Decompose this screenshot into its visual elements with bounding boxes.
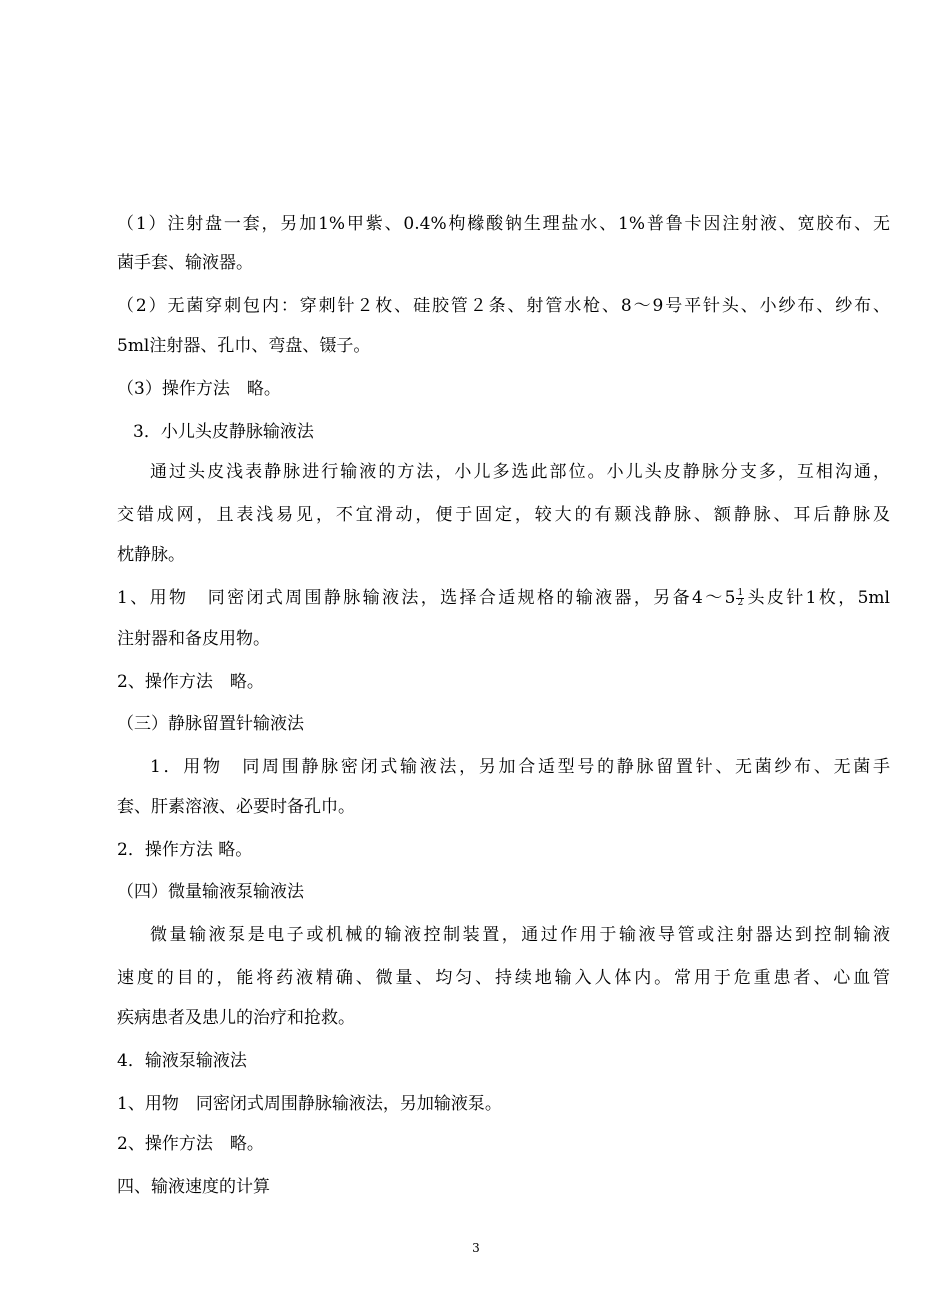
text-line-5: （3）操作方法 略。 bbox=[117, 379, 281, 399]
page-number: 3 bbox=[472, 1241, 480, 1255]
pump-paragraph-line-1: 微量输液泵是电子或机械的输液控制装置，通过作用于输液导管或注射器达到控制输液 bbox=[150, 925, 890, 945]
section-heading-indwelling-needle: （三）静脉留置针输液法 bbox=[117, 714, 304, 734]
section-heading-micro-pump: （四）微量输液泵输液法 bbox=[117, 882, 304, 902]
text-line-2: 菌手套、输液器。 bbox=[117, 253, 253, 273]
fraction bbox=[736, 589, 744, 608]
section-heading-scalp-vein: 3．小儿头皮静脉输液法 bbox=[133, 422, 314, 442]
text-line-indwelling-supplies-2: 套、肝素溶液、必要时备孔巾。 bbox=[117, 797, 355, 817]
text-line-1: （1）注射盘一套，另加1%甲紫、0.4%枸橼酸钠生理盐水、1%普鲁卡因注射液、宽胶布、无 bbox=[117, 214, 890, 234]
text-line-supplies-fraction bbox=[117, 577, 890, 619]
pump-paragraph-line-3: 疾病患者及患儿的治疗和抢救。 bbox=[117, 1008, 355, 1028]
text-line-operation-1: 2、操作方法 略。 bbox=[117, 672, 264, 692]
paragraph-line-3: 枕静脉。 bbox=[117, 545, 185, 565]
paragraph-line-2: 交错成网，且表浅易见，不宜滑动，便于固定，较大的有颞浅静脉、额静脉、耳后静脉及 bbox=[117, 505, 890, 525]
text-line-syringe: 注射器和备皮用物。 bbox=[117, 629, 270, 649]
pump-paragraph-line-2: 速度的目的，能将药液精确、微量、均匀、持续地输入人体内。常用于危重患者、心血管 bbox=[117, 968, 890, 988]
text-line-indwelling-supplies: 1．用物 同周围静脉密闭式输液法，另加合适型号的静脉留置针、无菌纱布、无菌手 bbox=[150, 757, 890, 777]
fraction-numerator: 1 bbox=[737, 588, 744, 598]
text-line-4: 5ml注射器、孔巾、弯盘、镊子。 bbox=[117, 336, 371, 356]
text-line-operation-3: 2、操作方法 略。 bbox=[117, 1134, 264, 1154]
section-heading-rate-calculation: 四、输液速度的计算 bbox=[117, 1177, 270, 1197]
fraction-line-before: 1、用物 同密闭式周围静脉输液法，选择合适规格的输液器，另备4～5 bbox=[117, 588, 736, 608]
fraction-line-after: 头皮针1枚，5ml bbox=[745, 588, 890, 608]
paragraph-line-1: 通过头皮浅表静脉进行输液的方法，小儿多选此部位。小儿头皮静脉分支多，互相沟通， bbox=[150, 462, 890, 482]
text-line-pump-supplies: 1、用物 同密闭式周围静脉输液法，另加输液泵。 bbox=[117, 1094, 502, 1114]
text-line-operation-2: 2．操作方法 略。 bbox=[117, 840, 253, 860]
section-heading-infusion-pump: 4．输液泵输液法 bbox=[117, 1051, 247, 1071]
text-line-3: （2）无菌穿刺包内：穿刺针２枚、硅胶管２条、射管水枪、8～9号平针头、小纱布、纱布、 bbox=[117, 296, 890, 316]
fraction-denominator: 2 bbox=[737, 598, 744, 608]
